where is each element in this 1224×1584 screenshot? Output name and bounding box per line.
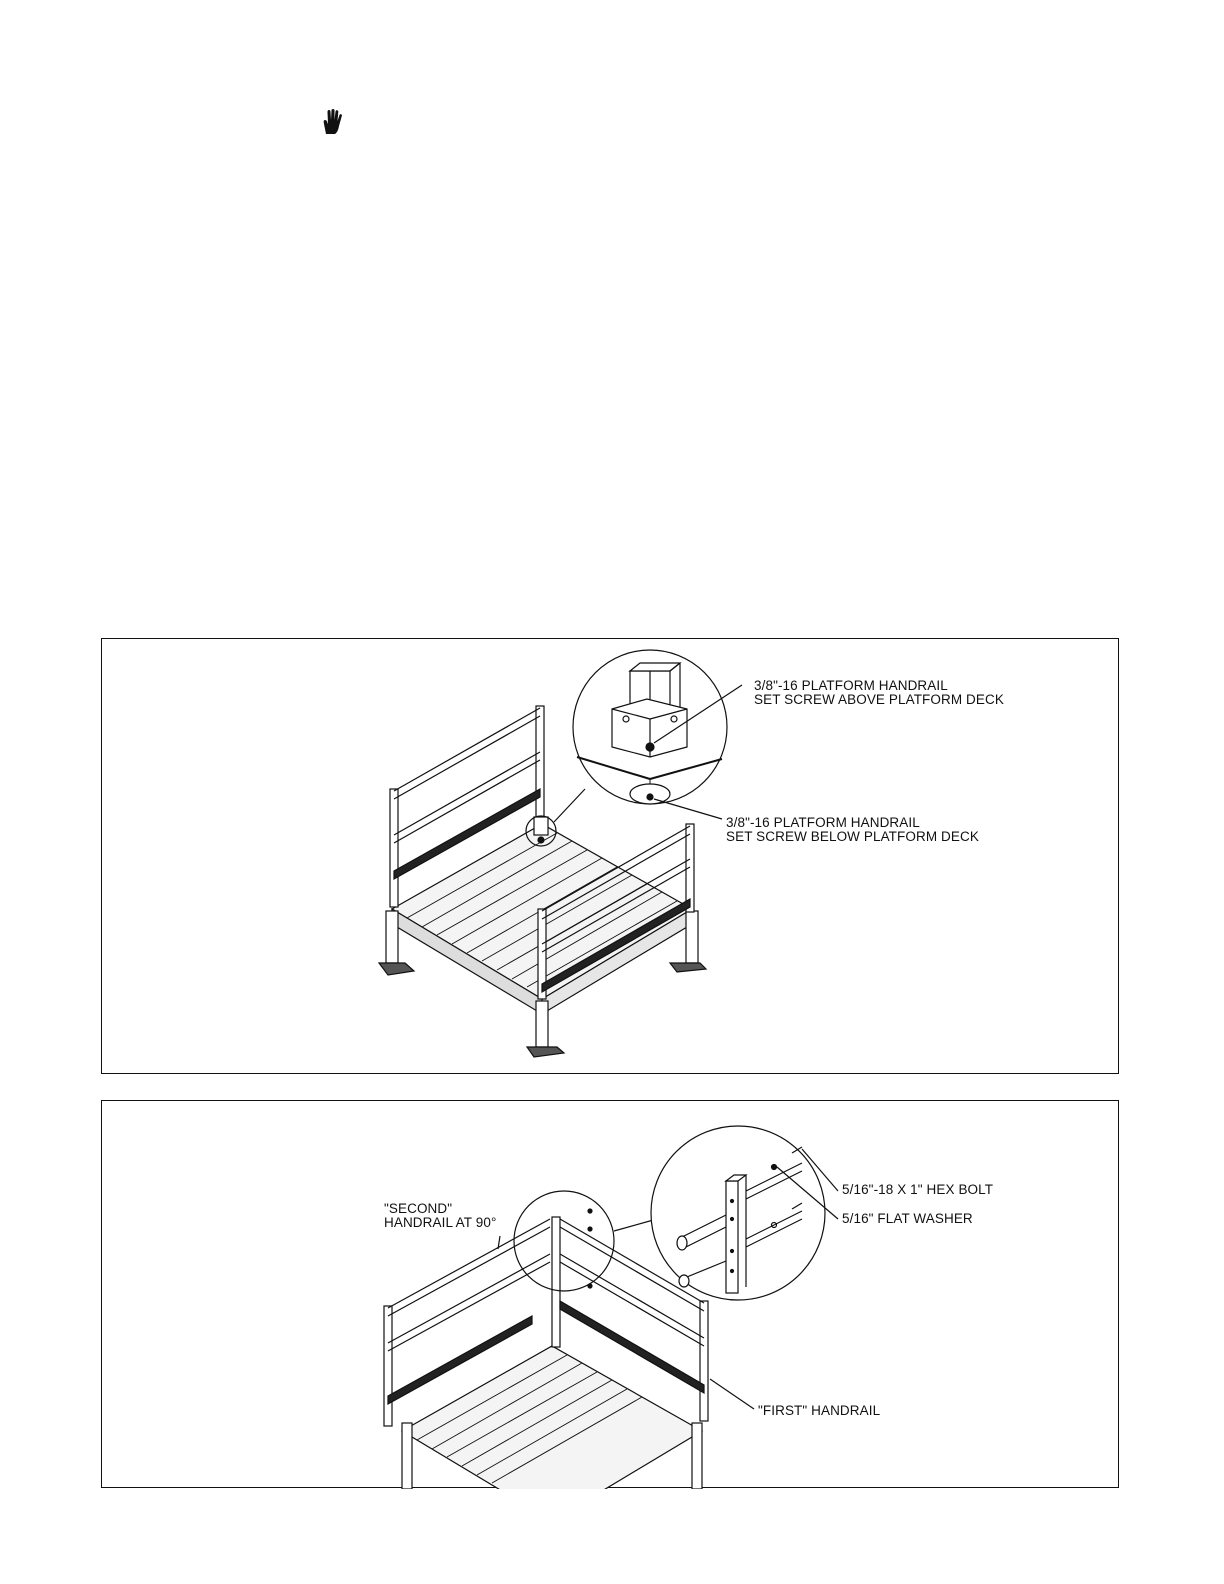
handrail-corner-diagram xyxy=(102,1101,1120,1489)
callout-set-screw-below-line1: 3/8"-16 PLATFORM HANDRAIL xyxy=(726,815,920,830)
callout-flat-washer: 5/16" FLAT WASHER xyxy=(842,1211,973,1226)
callout-set-screw-above-line2: SET SCREW ABOVE PLATFORM DECK xyxy=(754,692,1004,707)
stop-hand-icon xyxy=(320,108,344,136)
second-handrail xyxy=(384,1306,392,1426)
figure-handrail-bolting xyxy=(101,1100,1119,1488)
detail-circle-small xyxy=(514,1191,614,1291)
callout-hex-bolt: 5/16"-18 X 1" HEX BOLT xyxy=(842,1182,994,1197)
figure-handrail-set-screws xyxy=(101,638,1119,1074)
left-handrail xyxy=(390,789,398,907)
callout-set-screw-above-line1: 3/8"-16 PLATFORM HANDRAIL xyxy=(754,678,948,693)
callout-first-handrail: "FIRST" HANDRAIL xyxy=(758,1403,881,1418)
callout-second-handrail-line1: "SECOND" xyxy=(384,1201,453,1216)
callout-set-screw-below-line2: SET SCREW BELOW PLATFORM DECK xyxy=(726,829,979,844)
platform-handrail-diagram xyxy=(102,639,1120,1075)
first-handrail xyxy=(700,1301,708,1421)
callout-second-handrail-line2: HANDRAIL AT 90° xyxy=(384,1215,497,1230)
